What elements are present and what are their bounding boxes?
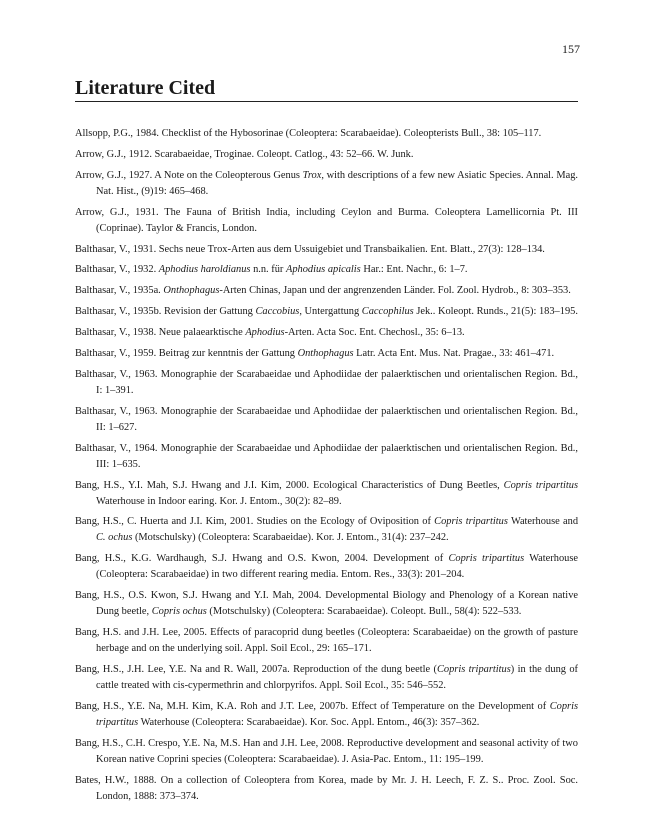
species-name: Onthophagus xyxy=(297,348,354,360)
reference-entry xyxy=(75,367,578,399)
reference-entry xyxy=(75,773,578,805)
species-name: Aphodius xyxy=(245,327,285,339)
species-name: Copris tripartitus xyxy=(434,516,508,528)
heading-rule xyxy=(75,101,578,102)
reference-text: Balthasar, V., 1931. Sechs neue Trox-Arten aus dem Ussuigebiet und Transbaikalien. Ent. Blatt., 27(3): 128–134. xyxy=(75,243,545,255)
reference-entry xyxy=(75,205,578,237)
reference-text: -Arten Chinas, Japan und der angrenzenden Länder. Fol. Zool. Hydrob., 8: 303–353. xyxy=(219,285,571,297)
reference-entry xyxy=(75,126,578,142)
reference-text: , Untergattung xyxy=(299,306,362,318)
reference-text: -Arten. Acta Soc. Ent. Chechosl., 35: 6–13. xyxy=(284,327,465,339)
reference-entry xyxy=(75,304,578,320)
reference-list xyxy=(75,126,578,810)
reference-text: Bang, H.S., Y.I. Mah, S.J. Hwang and J.I. Kim, 2000. Ecological Characteristics of Dung Beetles, xyxy=(75,479,504,491)
reference-text: Har.: Ent. Nachr., 6: 1–7. xyxy=(360,264,468,276)
reference-text: Jek.. Koleopt. Runds., 21(5): 183–195. xyxy=(413,306,578,318)
reference-entry xyxy=(75,346,578,362)
reference-entry xyxy=(75,283,578,299)
reference-text: Balthasar, V., 1959. Beitrag zur kenntnis der Gattung xyxy=(75,348,298,360)
reference-text: Waterhouse and xyxy=(507,516,579,528)
reference-text: Bang, H.S. and J.H. Lee, 2005. Effects of paracoprid dung beetles (Coleoptera: Scarabaeidae) on the growth of pasture herbage and on the underlying soil. Appl. Soil Ecol., 29: 165–171. xyxy=(75,627,578,655)
reference-entry xyxy=(75,168,578,200)
reference-text: Waterhouse (Coleoptera: Scarabaeidae) in two different rearing media. Entom. Res., 33(3): 201–204. xyxy=(96,553,578,581)
section-heading: Literature Cited xyxy=(75,77,216,99)
reference-text: (Motschulsky) (Coleoptera: Scarabaeidae). Kor. J. Entom., 31(4): 237–242. xyxy=(132,532,449,544)
reference-text: Waterhouse in Indoor earing. Kor. J. Entom., 30(2): 82–89. xyxy=(96,495,342,507)
reference-text: Bang, H.S., C.H. Crespo, Y.E. Na, M.S. Han and J.H. Lee, 2008. Reproductive development and seasonal activity of two Korean native Coprini species (Coleoptera: Scarabaeidae). J. Asia-Pac. Entom., 11: 195–199. xyxy=(75,737,578,765)
reference-text: Latr. Acta Ent. Mus. Nat. Pragae., 33: 461–471. xyxy=(353,348,555,360)
reference-entry xyxy=(75,147,578,163)
species-name: Copris tripartitus xyxy=(96,700,578,728)
reference-text: Balthasar, V., 1938. Neue palaearktische xyxy=(75,327,246,339)
page-number: 157 xyxy=(562,42,580,56)
reference-text: Waterhouse (Coleoptera: Scarabaeidae). Kor. Soc. Appl. Entom., 46(3): 357–362. xyxy=(138,716,480,728)
reference-text: Bang, H.S., C. Huerta and J.I. Kim, 2001. Studies on the Ecology of Oviposition of xyxy=(75,516,435,528)
species-name: Trox xyxy=(302,169,322,181)
reference-text: Bang, H.S., J.H. Lee, Y.E. Na and R. Wall, 2007a. Reproduction of the dung beetle ( xyxy=(75,664,437,676)
reference-entry xyxy=(75,699,578,731)
species-name: Copris ochus xyxy=(151,606,207,618)
reference-text: ) in the dung of cattle treated with cis-cypermethrin and chlorpyrifos. Appl. Soil Ecol., 35: 546–552. xyxy=(96,664,579,692)
reference-text: n.n. für xyxy=(250,264,286,276)
reference-entry xyxy=(75,514,578,546)
reference-text: Balthasar, V., 1964. Monographie der Scarabaeidae und Aphodiidae der palaerktischen und orientalischen Region. Bd., III: 1–635. xyxy=(75,442,578,470)
reference-entry xyxy=(75,325,578,341)
species-name: Aphodius haroldianus xyxy=(158,264,251,276)
reference-text: Balthasar, V., 1935b. Revision der Gattung xyxy=(75,306,256,318)
species-name: Aphodius apicalis xyxy=(285,264,361,276)
reference-entry xyxy=(75,625,578,657)
reference-text: Balthasar, V., 1963. Monographie der Scarabaeidae und Aphodiidae der palaerktischen und orientalischen Region. Bd., II: 1–627. xyxy=(75,405,578,433)
reference-text: , with descriptions of a few new Asiatic Species. Annal. Mag. Nat. Hist., (9)19: 465–468. xyxy=(96,169,579,197)
reference-entry xyxy=(75,551,578,583)
species-name: Onthophagus xyxy=(163,285,220,297)
reference-entry xyxy=(75,588,578,620)
reference-entry xyxy=(75,404,578,436)
reference-entry xyxy=(75,662,578,694)
reference-entry xyxy=(75,242,578,258)
reference-text: Bang, H.S., O.S. Kwon, S.J. Hwang and Y.I. Mah, 2004. Developmental Biology and Phenology of a Korean native Dung beetle, xyxy=(75,590,578,618)
reference-text: Allsopp, P.G., 1984. Checklist of the Hybosorinae (Coleoptera: Scarabaeidae). Coleopterists Bull., 38: 105–117. xyxy=(75,128,542,139)
species-name: Caccophilus xyxy=(361,306,414,318)
reference-text: Arrow, G.J., 1931. The Fauna of British India, including Ceylon and Burma. Coleoptera Lamellicornia Pt. III (Coprinae). Taylor & Francis, London. xyxy=(75,206,578,234)
reference-text: Balthasar, V., 1935a. xyxy=(75,285,164,297)
reference-entry xyxy=(75,736,578,768)
species-name: Copris tripartitus xyxy=(436,664,511,676)
reference-entry xyxy=(75,478,578,510)
reference-text: Balthasar, V., 1963. Monographie der Scarabaeidae und Aphodiidae der palaerktischen und orientalischen Region. Bd., I: 1–391. xyxy=(75,368,578,396)
reference-text: Balthasar, V., 1932. xyxy=(75,264,159,276)
species-name: Copris tripartitus xyxy=(503,479,578,491)
species-name: Copris tripartitus xyxy=(448,553,525,565)
reference-entry xyxy=(75,262,578,278)
reference-text: Bang, H.S., K.G. Wardhaugh, S.J. Hwang and O.S. Kwon, 2004. Development of xyxy=(75,553,449,565)
reference-text: Arrow, G.J., 1927. A Note on the Coleopterous Genus xyxy=(75,169,303,181)
reference-entry xyxy=(75,441,578,473)
reference-text: Arrow, G.J., 1912. Scarabaeidae, Troginae. Coleopt. Catlog., 43: 52–66. W. Junk. xyxy=(75,148,414,160)
species-name: Caccobius xyxy=(255,306,300,318)
reference-text: Bates, H.W., 1888. On a collection of Coleoptera from Korea, made by Mr. J. H. Leech, F. Z. S.. Proc. Zool. Soc. London, 1888: 373–374. xyxy=(75,774,578,802)
reference-text: Bang, H.S., Y.E. Na, M.H. Kim, K.A. Roh and J.T. Lee, 2007b. Effect of Temperature on the Development of xyxy=(75,700,550,712)
species-name: C. ochus xyxy=(96,532,133,544)
reference-text: (Motschulsky) (Coleoptera: Scarabaeidae). Coleopt. Bull., 58(4): 522–533. xyxy=(206,606,522,618)
